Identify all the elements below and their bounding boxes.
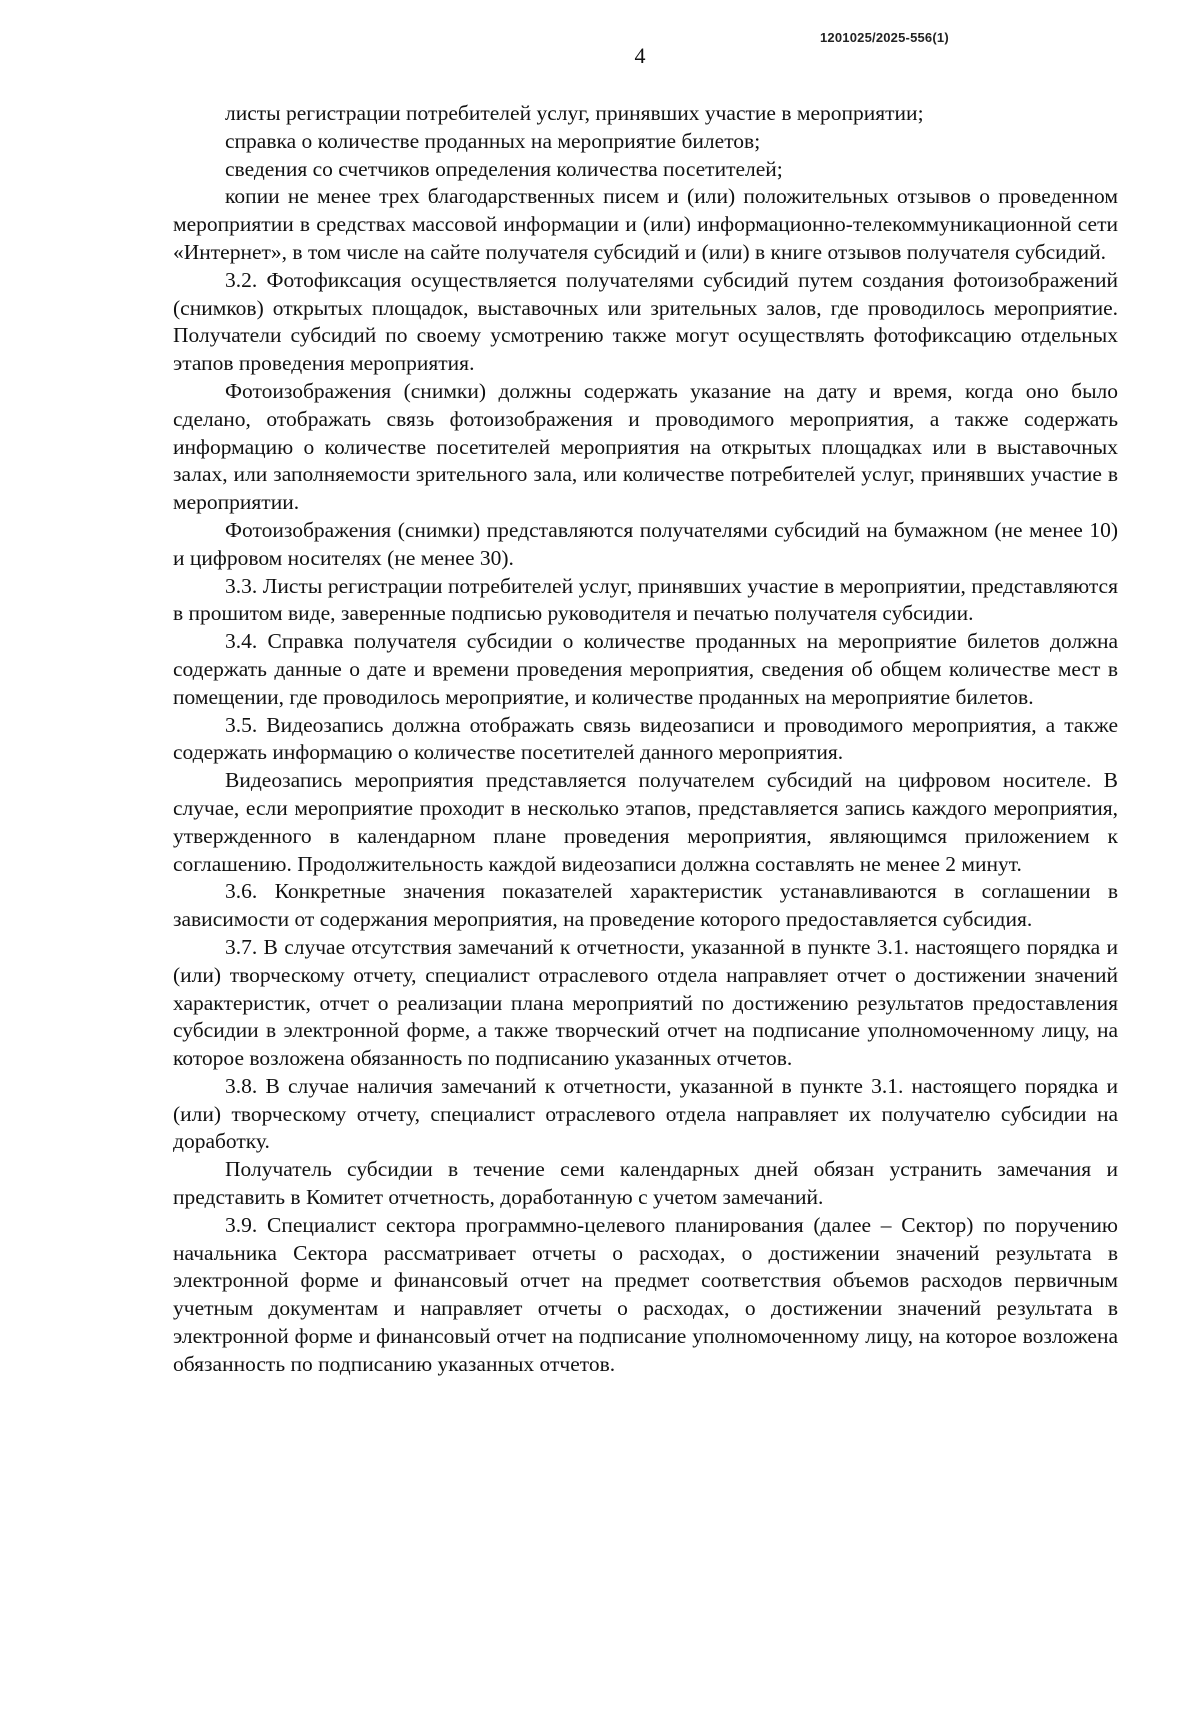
paragraph: Получатель субсидии в течение семи календарных дней обязан устранить замечания и представить в Комитет отчетность, доработанную с учетом замечаний. bbox=[173, 1157, 1118, 1210]
document-body bbox=[173, 100, 1118, 1379]
paragraph: 3.3. Листы регистрации потребителей услуг, принявших участие в мероприятии, представляются в прошитом виде, заверенные подписью руководителя и печатью получателя субсидии. bbox=[173, 573, 1118, 626]
paragraph: Видеозапись мероприятия представляется получателем субсидий на цифровом носителе. В случае, если мероприятие проходит в несколько этапов, представляется запись каждого мероприятия, утвержденного в календарном плане проведения мероприятия, являющимся приложением к соглашению. Продолжительность каждой видеозаписи должна составлять не менее 2 минут. bbox=[173, 768, 1118, 876]
paragraph: сведения со счетчиков определения количества посетителей; bbox=[225, 156, 783, 181]
paragraph: 3.6. Конкретные значения показателей характеристик устанавливаются в соглашении в зависимости от содержания мероприятия, на проведение которого предоставляется субсидия. bbox=[173, 879, 1118, 932]
paragraph: 3.5. Видеозапись должна отображать связь видеозаписи и проводимого мероприятия, а также содержать информацию о количестве посетителей данного мероприятия. bbox=[173, 712, 1118, 765]
paragraph: копии не менее трех благодарственных писем и (или) положительных отзывов о проведенном мероприятии в средствах массовой информации и (или) информационно-телекоммуникационной сети «Интернет», в том числе на сайте получателя субсидий и (или) в книге отзывов получателя субсидий. bbox=[173, 184, 1118, 264]
paragraph: Фотоизображения (снимки) должны содержать указание на дату и время, когда оно было сделано, отображать связь фотоизображения и проводимого мероприятия, а также содержать информацию о количестве посетителей мероприятия на открытых площадках или в выставочных залах, или заполняемости зрительного зала, или количестве потребителей услуг, принявших участие в мероприятии. bbox=[173, 378, 1118, 515]
paragraph: 3.2. Фотофиксация осуществляется получателями субсидий путем создания фотоизображений (снимков) открытых площадок, выставочных или зрительных залов, где проводилось мероприятие. Получатели субсидий по своему усмотрению также могут осуществлять фотофиксацию отдельных этапов проведения мероприятия. bbox=[173, 267, 1118, 376]
page-number: 4 bbox=[634, 43, 646, 68]
paragraph: Фотоизображения (снимки) представляются получателями субсидий на бумажном (не менее 10) и цифровом носителях (не менее 30). bbox=[173, 517, 1118, 570]
paragraph: 3.7. В случае отсутствия замечаний к отчетности, указанной в пункте 3.1. настоящего порядка и (или) творческому отчету, специалист отраслевого отдела направляет отчет о достижении значений характеристик, отчет о реализации плана мероприятий по достижению результатов предоставления субсидии в электронной форме, а также творческий отчет на подписание уполномоченному лицу, на которое возложена обязанность по подписанию указанных отчетов. bbox=[173, 934, 1118, 1071]
paragraph: 3.9. Специалист сектора программно-целевого планирования (далее – Сектор) по поручению начальника Сектора рассматривает отчеты о расходах, о достижении значений результата в электронной форме и финансовый отчет на предмет соответствия объемов расходов первичным учетным документам и направляет отчеты о расходах, о достижении значений результата в электронной форме и финансовый отчет на подписание уполномоченному лицу, на которое возложена обязанность по подписанию указанных отчетов. bbox=[173, 1212, 1118, 1376]
paragraph: справка о количестве проданных на мероприятие билетов; bbox=[225, 128, 761, 153]
paragraph: листы регистрации потребителей услуг, принявших участие в мероприятии; bbox=[225, 101, 924, 125]
paragraph: 3.4. Справка получателя субсидии о количестве проданных на мероприятие билетов должна содержать данные о дате и времени проведения мероприятия, сведения об общем количестве мест в помещении, где проводилось мероприятие, и количестве проданных на мероприятие билетов. bbox=[173, 629, 1118, 709]
document-id: 1201025/2025-556(1) bbox=[820, 30, 949, 45]
paragraph: 3.8. В случае наличия замечаний к отчетности, указанной в пункте 3.1. настоящего порядка и (или) творческому отчету, специалист отраслевого отдела направляет их получателю субсидии на доработку. bbox=[173, 1073, 1118, 1154]
